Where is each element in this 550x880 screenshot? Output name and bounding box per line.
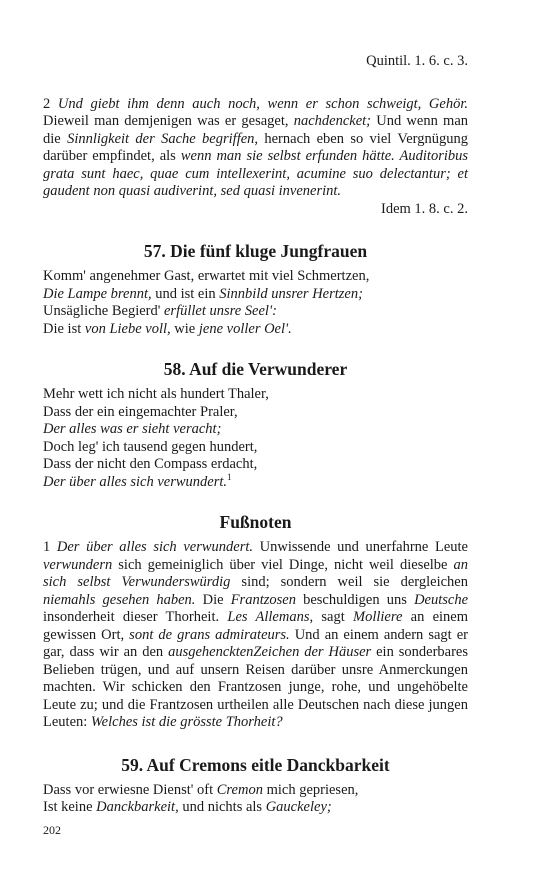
section-title-57: 57. Die fünf kluge Jungfrauen [143, 241, 368, 261]
italic-text: Der über alles sich verwundert. [56, 539, 253, 555]
text-run: insonderheit dieser Thorheit. [43, 609, 228, 625]
text-run: Unwissende und unerfahrne Leute [253, 539, 468, 555]
text-run: Und an einem andern sagt er gar, dass wir an den [43, 626, 468, 660]
text-run: hernach eben so viel Vergnügung darüber empfindet, als [43, 130, 468, 164]
text-run: Die ist [43, 320, 85, 337]
verse-line [43, 799, 468, 817]
text-run: und ist ein [151, 285, 220, 302]
italic-text: Sinnbild unsrer Hertzen; [219, 285, 363, 302]
section-title-58: 58. Auf die Verwunderer [163, 359, 348, 379]
italic-text: Welches ist die grösste Thorheit? [90, 714, 283, 730]
text-run: Komm' angenehmer Gast, erwartet mit viel Schmertzen, [43, 268, 370, 284]
footnote-marker: 1 [227, 471, 232, 482]
text-run: sagt [313, 609, 353, 625]
text-run: Und wenn man die [43, 113, 468, 147]
section-title-59: 59. Auf Cremons eitle Danckbarkeit [121, 754, 390, 775]
page-number: 202 [43, 823, 61, 837]
text-run: Dass vor erwiesne Dienst' oft [43, 781, 217, 798]
verse-line [43, 286, 468, 304]
text-run: wie [170, 320, 199, 337]
italic-text: Deutsche [414, 591, 469, 608]
verse-line [43, 439, 468, 457]
italic-text: Les Allemans, [227, 609, 314, 625]
italic-text: jene voller Oel'. [198, 320, 292, 337]
italic-text: Und giebt ihm denn auch noch, wenn er schon schweigt, Gehör. [57, 95, 469, 112]
italic-text: nachdencket; [293, 113, 372, 129]
note-paragraph-2 [43, 96, 468, 201]
verse-line [43, 421, 468, 439]
text-run: Ist keine [43, 799, 97, 815]
text-run: Dass der ein eingemachter Praler, [43, 403, 238, 420]
footnote-1 [43, 539, 468, 732]
text-run: sind; sondern weil sie dergleichen [230, 574, 468, 590]
italic-text: Die Lampe brennt, [43, 285, 152, 302]
text-run: Dieweil man demjenigen was er gesaget, [43, 113, 294, 129]
verse-line [43, 303, 468, 321]
italic-text: Der über alles sich verwundert. [43, 473, 228, 490]
text-run: beschuldigen uns [295, 591, 415, 608]
italic-text: Danckbarkeit, [96, 799, 179, 815]
italic-text: Frantzosen [230, 591, 296, 608]
text-run: 1 [43, 539, 57, 555]
source-reference-quintil: Quintil. 1. 6. c. 3. [366, 53, 468, 69]
verse-line [43, 471, 468, 492]
italic-text: sont de grans admirateurs. [129, 626, 290, 643]
text-run: Mehr wett ich nicht als hundert Thaler, [43, 386, 269, 402]
verse-line [43, 268, 468, 286]
verse-line [43, 321, 468, 339]
italic-text: von Liebe voll, [84, 320, 171, 337]
italic-text: Molliere [352, 609, 403, 625]
poem-58 [43, 386, 468, 491]
text-run: Unsägliche Begierd' [43, 303, 164, 319]
italic-text: niemahls gesehen haben. [43, 591, 196, 608]
verse-line [43, 782, 468, 800]
italic-text: Sinnligkeit der Sache begriffen, [67, 130, 259, 147]
italic-text: verwundern [43, 556, 113, 573]
italic-text: Der alles was er sieht veracht; [43, 421, 222, 437]
text-run: Die [195, 591, 231, 608]
page-content [43, 0, 468, 817]
text-run: 2 [43, 95, 58, 112]
poem-57 [43, 268, 468, 338]
text-run: Doch leg' ich tausend gegen hundert, [43, 438, 258, 455]
text-run: an einem gewissen Ort, [43, 609, 469, 643]
italic-text: ausgehencktenZeichen der Häuser [168, 644, 372, 660]
text-run: ein sonderbares Belieben trügen, und auf unsern Reisen darüber unsre Anmerckungen machten. Wir schicken den Frantzosen junge, rohe, und ungehöbelte Leute zu; und die Frantzosen urtheilen alle Deutschen nach diese jungen Leuten: [43, 644, 468, 730]
footnotes-heading: Fußnoten [219, 512, 292, 532]
verse-line [43, 386, 468, 404]
italic-text: Cremon [216, 781, 263, 798]
italic-text: wenn man sie selbst erfunden hätte. Auditoribus grata sunt haec, quae cum intellexerint, acumine suo delectantur; et gaudent non quasi audiverint, sed quasi invenerint. [43, 148, 469, 199]
text-run: Dass der nicht den Compass erdacht, [43, 456, 258, 472]
poem-59 [43, 782, 468, 817]
verse-line [43, 456, 468, 474]
italic-text: an sich selbst Verwunderswürdig [43, 556, 468, 590]
italic-text: erfüllet unsre Seel': [164, 303, 277, 319]
verse-line [43, 404, 468, 422]
text-run: mich gepriesen, [262, 781, 359, 798]
italic-text: Gauckeley; [265, 799, 332, 815]
source-reference-idem: Idem 1. 8. c. 2. [381, 200, 468, 217]
text-run: und nichts als [178, 799, 266, 815]
text-run: sich gemeiniglich über viel Dinge, nicht weil dieselbe [112, 556, 454, 573]
